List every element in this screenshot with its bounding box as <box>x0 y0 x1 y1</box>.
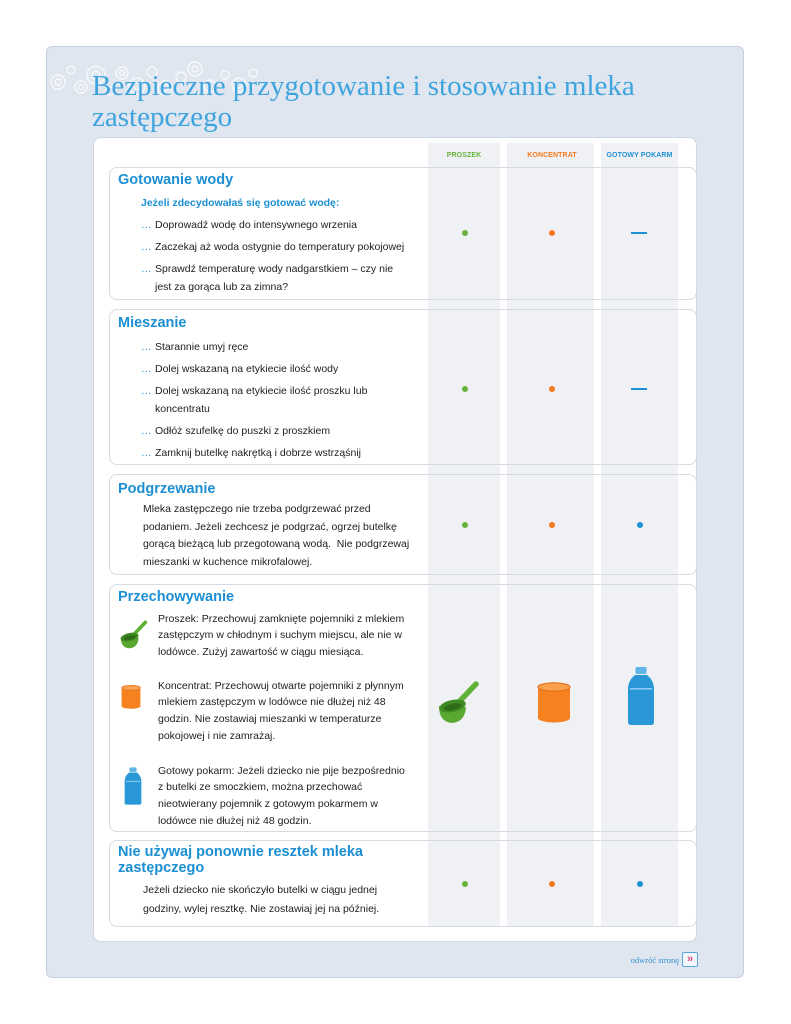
list-item <box>141 260 421 296</box>
koncentrat-mark <box>549 230 555 236</box>
storage-item-text: Proszek: Przechowuj zamknięte pojemniki z mlekiem zastępczym w chłodnym i suchym miejscu, ale nie w lodówce. Zużyj zawartość w ciągu miesiąca. <box>158 612 405 659</box>
section-subheading: Jeżeli zdecydowałaś się gotować wodę: <box>141 197 340 209</box>
proszek-mark <box>462 230 468 236</box>
section-heading: Przechowywanie <box>118 589 235 605</box>
section-text: Jeżeli dziecko nie skończyło butelki w ciągu jednej godziny, wylej resztkę. Nie zostawiaj jej na później. <box>143 883 380 915</box>
ellipsis-bullet: … <box>141 363 152 375</box>
list-item-text: Dolej wskazaną na etykiecie ilość proszku lub koncentratu <box>155 385 368 415</box>
storage-item-text: Gotowy pokarm: Jeżeli dziecko nie pije bezpośrednio z butelki ze smoczkiem, można przechować nieotwierany pojemnik z gotowym pokarmem w lodówce nie dłużej niż 48 godzin. <box>158 764 405 828</box>
can-icon <box>121 684 141 710</box>
column-header-proszek: PROSZEK <box>446 152 482 159</box>
page-title: Bezpieczne przygotowanie i stosowanie mleka zastępczego <box>92 70 635 133</box>
list-item <box>141 444 421 462</box>
ellipsis-bullet: … <box>141 447 152 459</box>
list-item <box>141 382 421 418</box>
gotowy-mark <box>637 522 643 528</box>
list-item-text: Zamknij butelkę nakrętką i dobrze wstrząśnij <box>155 447 362 459</box>
gotowy-mark <box>631 388 647 390</box>
boiling-steps-list <box>141 216 421 300</box>
list-item-text: Dolej wskazaną na etykiecie ilość wody <box>155 363 339 375</box>
section-heading: Mieszanie <box>118 315 187 331</box>
list-item-text: Starannie umyj ręce <box>155 341 249 353</box>
list-item-text: Doprowadź wodę do intensywnego wrzenia <box>155 219 357 231</box>
section-text: Mleka zastępczego nie trzeba podgrzewać przed podaniem. Jeżeli zechcesz je podgrzać, ogrzej butelkę gorącą bieżącą lub przegotowaną wodą. Nie podgrzewaj mieszanki w kuchence mikrofalowej. <box>143 503 410 569</box>
koncentrat-mark <box>549 881 555 887</box>
column-header-gotowy: GOTOWY POKARM <box>606 152 673 159</box>
can-icon <box>537 682 571 723</box>
bottle-icon <box>124 767 142 805</box>
list-item <box>141 216 421 234</box>
gotowy-mark <box>631 232 647 234</box>
scoop-icon <box>120 619 148 649</box>
gotowy-mark <box>637 881 643 887</box>
list-item-text: Odłóż szufelkę do puszki z proszkiem <box>155 425 331 437</box>
proszek-mark <box>462 386 468 392</box>
turn-page-link[interactable]: odwróć stronę <box>630 955 679 965</box>
proszek-mark <box>462 522 468 528</box>
column-header-koncentrat: KONCENTRAT <box>527 152 577 159</box>
section-heading: Gotowanie wody <box>118 172 234 188</box>
ellipsis-bullet: … <box>141 425 152 437</box>
mixing-steps-list <box>141 338 421 466</box>
ellipsis-bullet: … <box>141 263 152 275</box>
section-heading: Nie używaj ponownie resztek mleka zastępczego <box>118 844 363 876</box>
list-item <box>141 360 421 378</box>
list-item <box>141 422 421 440</box>
scoop-icon <box>438 679 480 724</box>
ellipsis-bullet: … <box>141 341 152 353</box>
ellipsis-bullet: … <box>141 219 152 231</box>
next-page-button[interactable]: » <box>682 952 698 967</box>
section-heading: Podgrzewanie <box>118 481 216 497</box>
list-item <box>141 238 421 256</box>
ellipsis-bullet: … <box>141 241 152 253</box>
koncentrat-mark <box>549 386 555 392</box>
koncentrat-mark <box>549 522 555 528</box>
ellipsis-bullet: … <box>141 385 152 397</box>
proszek-mark <box>462 881 468 887</box>
bottle-icon <box>627 667 655 725</box>
storage-item-text: Koncentrat: Przechowuj otwarte pojemniki z płynnym mlekiem zastępczym w lodówce nie dłużej niż 48 godzin. Nie zostawiaj mieszanki w temperaturze pokojowej i nie zamrażaj. <box>158 679 404 743</box>
list-item-text: Sprawdź temperaturę wody nadgarstkiem – czy nie jest za gorąca lub za zimna? <box>155 263 394 293</box>
list-item <box>141 338 421 356</box>
list-item-text: Zaczekaj aż woda ostygnie do temperatury pokojowej <box>155 241 405 253</box>
